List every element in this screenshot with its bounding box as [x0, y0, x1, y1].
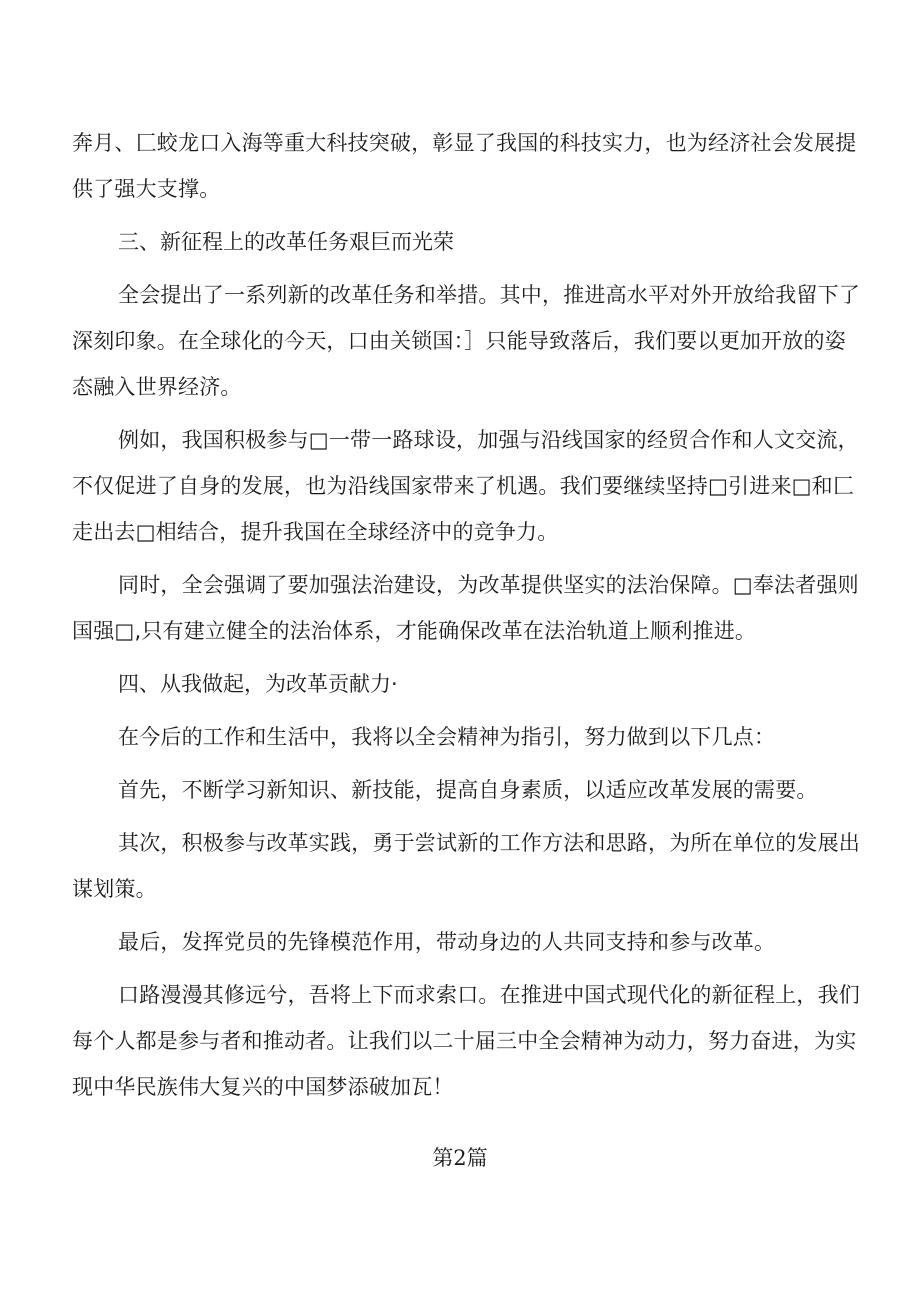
section-heading-4: 四、从我做起，为改革贡献力· [118, 672, 398, 696]
paragraph-2: 全会提出了一系列新的改革任务和举措。其中，推进高水平对外开放给我留下了深刻印象。在全球化的今天，口由关锁国：］只能导致落后，我们要以更加开放的姿态融入世界经济。 [72, 283, 860, 399]
section-heading-3: 三、新征程上的改革任务艰巨而光荣 [118, 230, 454, 254]
paragraph-3: 例如，我国积极参与□一带一路球设，加强与沿线国家的经贸合作和人文交流，不仅促进了自身的发展，也为沿线国家带来了机遇。我们要继续坚持□引进来□和匚走出去□相结合，提升我国在全球经济中的竞争力。 [72, 428, 859, 544]
paragraph-8: 最后，发挥党员的先锋模范作用，带动身边的人共同支持和参与改革。 [118, 930, 776, 954]
paragraph-5: 在今后的工作和生活中，我将以全会精神为指引，努力做到以下几点： [118, 725, 776, 749]
paragraph-9: 口路漫漫其修远兮，吾将上下而求索口。在推进中国式现代化的新征程上，我们每个人都是参与者和推动者。让我们以二十届三中全会精神为动力，努力奋进，为实现中华民族伟大复兴的中国梦添破加瓦！ [72, 983, 860, 1099]
paragraph-7: 其次，积极参与改革实践，勇于尝试新的工作方法和思路，为所在单位的发展出谋划策。 [72, 831, 860, 901]
document-body [72, 120, 862, 1117]
paragraph-6: 首先，不断学习新知识、新技能，提高自身素质，以适应改革发展的需要。 [118, 778, 818, 802]
next-article-title: 第2篇 [432, 1146, 488, 1170]
paragraph-1: 奔月、匚蛟龙口入海等重大科技突破，彰显了我国的科技实力，也为经济社会发展提供了强大支撑。 [72, 131, 857, 201]
paragraph-4: 同时，全会强调了要加强法治建设，为改革提供坚实的法治保障。□奉法者强则国强□,只有建立健全的法治体系，才能确保改革在法治轨道上顺利推进。 [72, 573, 859, 643]
